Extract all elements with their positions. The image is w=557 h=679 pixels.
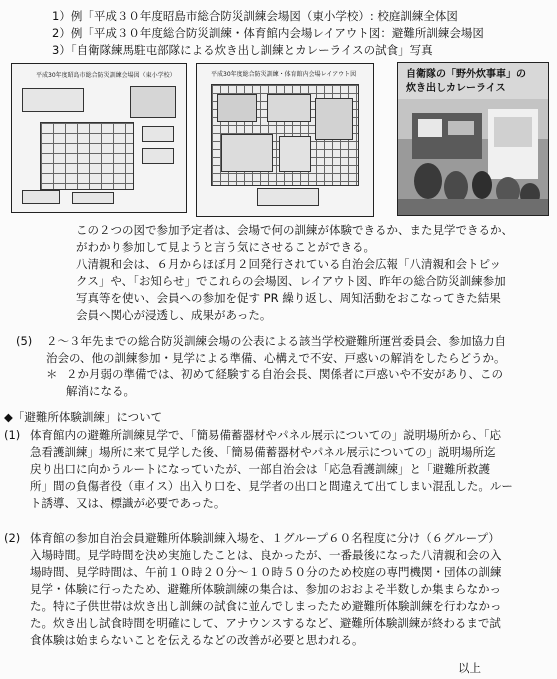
item1-line: 戻り出口に向かうルートになっていたが、一部自治会は「応急看護訓練」と「避難所救護 bbox=[30, 462, 490, 476]
gym-zone-block bbox=[279, 136, 311, 172]
item5-bullet-line: 解消になる。 bbox=[66, 384, 135, 398]
map-gym-building bbox=[130, 86, 176, 118]
item2-line: 体育館の参加自治会員避難所体験訓練入場を、１グループ６０名程度に分け（６グループ） bbox=[30, 531, 500, 545]
intro-line: この２つの図で参加予定者は、会場で何の訓練が体験できるか、また見学できるか、 bbox=[76, 223, 513, 237]
map-schoolyard-grid bbox=[40, 122, 134, 190]
map-tent-row bbox=[72, 192, 114, 204]
gym-stage bbox=[257, 188, 319, 206]
figure-curry-photo-title-2: 炊き出しカレーライス bbox=[406, 83, 506, 94]
item2-line: 食体験は始まらないことを伝えるなどの改善が必要と思われる。 bbox=[30, 633, 364, 647]
item2-line: 入場時間。見学時間を決め実施したことは、良かったが、一番最後になった八清親和会の入 bbox=[30, 548, 502, 562]
item5-number: (5) bbox=[16, 334, 33, 348]
gym-zone-block bbox=[217, 94, 257, 122]
figure-curry-photo bbox=[397, 62, 549, 216]
item2-line: た。炊き出し試食時間を明確にして、アナウンスするなど、避難所体験訓練が終わるまで試 bbox=[30, 616, 501, 630]
item2-line: た。特に子供世帯は炊き出し訓練の試食に並んでしまったため避難所体験訓練を行わなかっ bbox=[30, 599, 502, 613]
map-tent-row bbox=[22, 190, 60, 204]
figure-gym-layout-title: 平成30年度総合防災訓練・体育館内会場レイアウト図 bbox=[211, 71, 357, 78]
map-school-building bbox=[22, 88, 84, 112]
item5-bullet: ＊ bbox=[46, 367, 58, 381]
item1-number: (1) bbox=[4, 428, 21, 442]
item5-line: 治会の、他の訓練参加・見学による準備、心構えで不安、戸惑いの解消をしたらどうか。 bbox=[46, 351, 506, 365]
figure-gym-layout bbox=[196, 63, 374, 217]
figure-curry-photo-title-1: 自衛隊の「野外炊事車」の bbox=[406, 69, 526, 80]
intro-line: がわかり参加して見ようと言う気にさせることができる。 bbox=[76, 240, 375, 254]
intro-line: 八清親和会は、６月からほぼ月２回発行されている自治会広報「八清親和会トピッ bbox=[76, 257, 502, 271]
gym-zone-block bbox=[315, 98, 353, 140]
figure-venue-map-title: 平成30年度昭島市総合防災訓練会場図（東小学校） bbox=[36, 72, 176, 79]
item2-line: 見学・体験に行ったため、避難所体験訓練の集合は、参加のおおよそ半数しか集まらなかっ bbox=[30, 582, 502, 596]
intro-line: 写真等を使い、会員への参加を促す PR 繰り返し、周知活動をおこなってきた結果 bbox=[76, 291, 501, 305]
section-heading: ◆「避難所体験訓練」について bbox=[4, 410, 163, 424]
figure-venue-map bbox=[11, 63, 187, 213]
gym-zone-block bbox=[267, 94, 311, 122]
item1-line: 体育館内の避難所訓練見学で、「簡易備蓄器材やパネル展示についての」説明場所から、「応 bbox=[30, 428, 502, 442]
reference-1: 1）例「平成３０年度昭島市総合防災訓練会場図（東小学校）: 校庭訓練全体図 bbox=[52, 9, 458, 23]
item1-line: 急看護訓練」場所に来て見学した後、「簡易備蓄器材やパネル展示についての」説明場所迄 bbox=[30, 445, 496, 459]
reference-3: 3）「自衛隊練馬駐屯部隊による炊き出し訓練とカレーライスの試食」写真 bbox=[52, 43, 433, 57]
item1-line: ト誘導、又は、標識が必要であった。 bbox=[30, 496, 226, 510]
intro-line: クス」や、「お知らせ」でこれらの会場図、レイアウト図、昨年の総合防災訓練参加 bbox=[76, 274, 506, 288]
item1-line: 所」間の負傷者役（車イス）出入り口を、見学者の出口と間違えて出てしまい混乱した。ルー bbox=[30, 479, 513, 493]
reference-2: 2）例「平成３０年度総合防災訓練・体育館内会場レイアウト図：避難所訓練会場図 bbox=[52, 26, 484, 40]
item2-line: 場時間、見学時間は、午前１０時２０分～１０時５０分のため校庭の専門機関・団体の訓練 bbox=[30, 565, 502, 579]
item5-line: ２～３年先までの総合防災訓練会場の公表による該当学校避難所運営委員会、参加協力自 bbox=[46, 334, 506, 348]
gym-zone-block bbox=[221, 134, 273, 172]
item5-bullet-line: ２か月弱の準備では、初めて経験する自治会長、関係者に戸惑いや不安があり、この bbox=[66, 367, 503, 381]
intro-line: 会員へ関心が浸透し、成果があった。 bbox=[76, 308, 272, 322]
map-tent-row bbox=[142, 126, 174, 142]
map-tent-row bbox=[142, 148, 174, 164]
item2-number: (2) bbox=[4, 531, 21, 545]
curry-photo-image bbox=[398, 99, 548, 215]
closing-text: 以上 bbox=[458, 661, 481, 675]
